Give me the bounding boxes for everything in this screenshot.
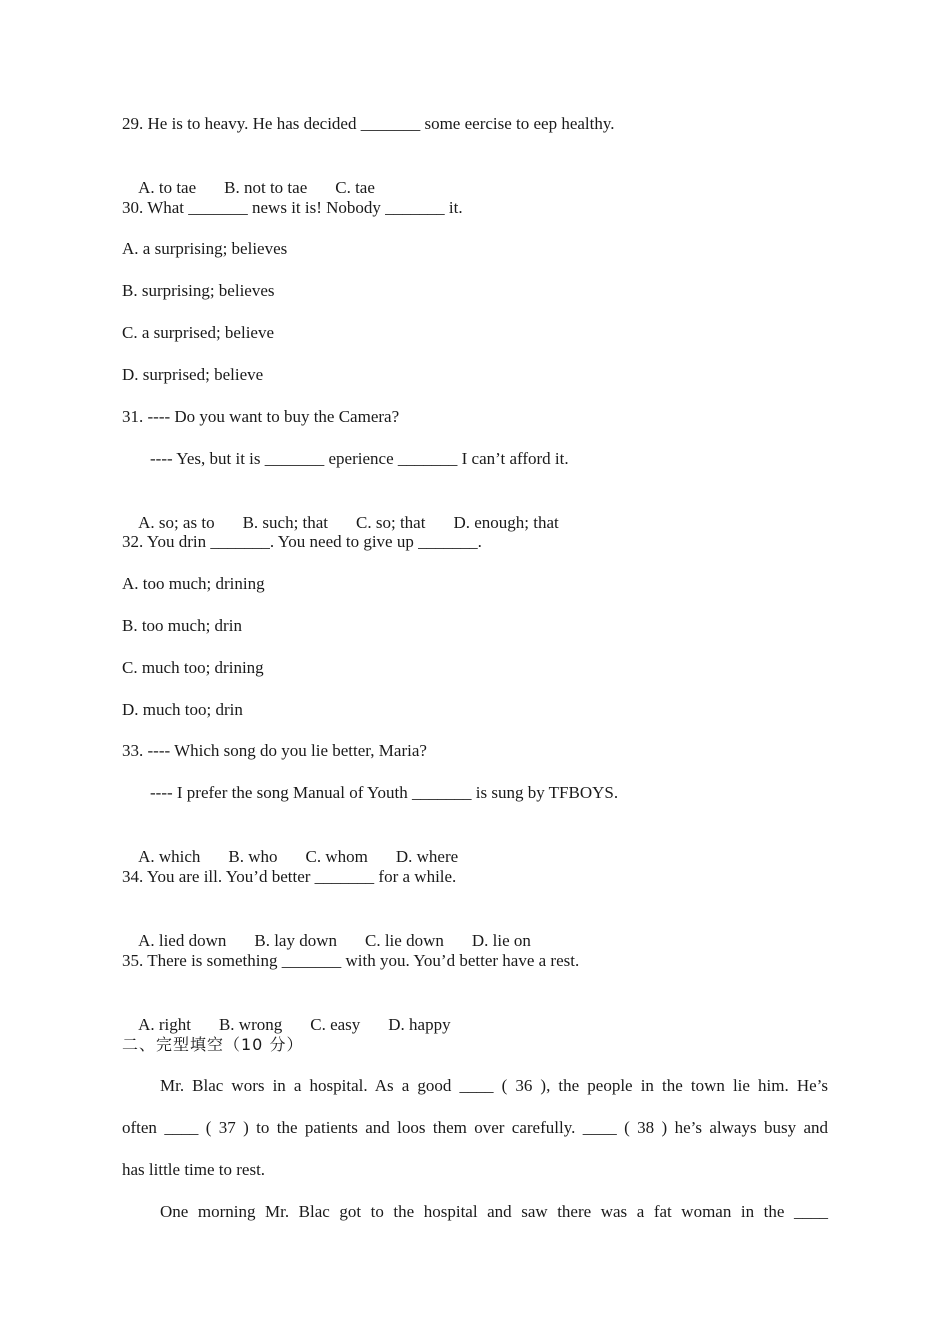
- option-d: D. enough; that: [453, 513, 559, 532]
- option-c: C. easy: [310, 1015, 361, 1034]
- option-d: D. surprised; believe: [122, 365, 264, 384]
- option-c: C. so; that: [356, 513, 426, 532]
- cloze-paragraph-1-line-2: often ____ ( 37 ) to the patients and loos them over carefully. ____ ( 38 ) he’s always busy and: [122, 1118, 828, 1137]
- cloze-paragraph-1-line-3: has little time to rest.: [122, 1160, 266, 1179]
- cloze-paragraph-2-line-1: One morning Mr. Blac got to the hospital and saw there was a fat woman in the ____: [160, 1202, 828, 1221]
- option-a: A. right: [138, 1015, 191, 1034]
- option-d: D. lie on: [471, 931, 531, 950]
- option-c: C. a surprised; believe: [122, 323, 275, 342]
- option-a: A. too much; drining: [122, 574, 265, 593]
- option-a: A. to tae: [138, 178, 197, 197]
- option-a: A. a surprising; believes: [122, 239, 288, 258]
- question-34-stem: 34. You are ill. You’d better _______ for a while.: [122, 867, 457, 886]
- cloze-paragraph-1-line-1: Mr. Blac wors in a hospital. As a good ____ ( 36 ), the people in the town lie him. He’s: [160, 1076, 828, 1095]
- option-b: B. lay down: [254, 931, 337, 950]
- option-c: C. lie down: [365, 931, 444, 950]
- question-31-reply: ---- Yes, but it is _______ eperience _______ I can’t afford it.: [150, 449, 569, 468]
- question-29-stem: 29. He is to heavy. He has decided _______ some eercise to eep healthy.: [122, 114, 615, 133]
- option-b: B. not to tae: [224, 178, 308, 197]
- option-b: B. such; that: [242, 513, 329, 532]
- option-d: D. much too; drin: [122, 700, 243, 719]
- question-30-stem: 30. What _______ news it is! Nobody _______ it.: [122, 198, 463, 217]
- question-33-stem: 33. ---- Which song do you lie better, Maria?: [122, 741, 427, 760]
- option-c: C. much too; drining: [122, 658, 264, 677]
- question-31-stem: 31. ---- Do you want to buy the Camera?: [122, 407, 400, 426]
- option-d: D. happy: [388, 1015, 451, 1034]
- option-c: C. tae: [335, 178, 375, 197]
- option-b: B. surprising; believes: [122, 281, 275, 300]
- option-a: A. which: [138, 847, 201, 866]
- question-35-stem: 35. There is something _______ with you. You’d better have a rest.: [122, 951, 580, 970]
- option-b: B. wrong: [218, 1015, 283, 1034]
- option-c: C. whom: [305, 847, 368, 866]
- option-d: D. where: [395, 847, 459, 866]
- option-b: B. too much; drin: [122, 616, 242, 635]
- question-32-stem: 32. You drin _______. You need to give up _______.: [122, 532, 482, 551]
- section-heading: 二、完型填空（10 分）: [122, 1035, 304, 1054]
- option-a: A. lied down: [138, 931, 227, 950]
- question-33-reply: ---- I prefer the song Manual of Youth _______ is sung by TFBOYS.: [150, 783, 619, 802]
- option-a: A. so; as to: [138, 513, 215, 532]
- option-b: B. who: [228, 847, 278, 866]
